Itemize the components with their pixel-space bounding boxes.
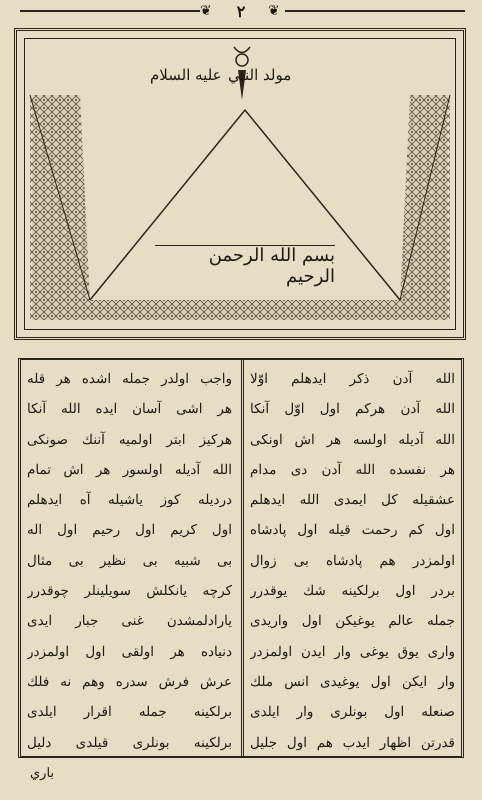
- left-column: [27, 364, 232, 758]
- verse-line: واری یوق یوغی وار ایدن اولمزدر: [250, 643, 455, 660]
- header-blessing: عليه السلام: [150, 66, 222, 84]
- verse-line: عرش فرش سدره وهم نه فلك: [27, 673, 232, 690]
- verse-line: الله آدن ذکر ایدهلم اوّلا: [250, 371, 455, 387]
- verse-line: دنیاده هر اولقی اول اولمزدر: [27, 643, 232, 660]
- verse-line: هر اشی آسان ایده الله آنکا: [27, 401, 232, 418]
- flourish-ornament-right: ❦: [268, 3, 280, 19]
- verse-line: قدرتن اظهار ایدب هم اول جلیل: [250, 734, 455, 751]
- verse-line: الله آدن هرکم اول اوّل آنکا: [250, 401, 455, 418]
- verse-line: هرکیز ابتر اولمیه آننك صونکی: [27, 431, 232, 448]
- verse-line: صنعله اول بونلری وار ایلدی: [250, 704, 455, 721]
- flourish-ornament-left: ❦: [200, 3, 212, 19]
- verse-line: واجب اولدر جمله اشده هر قله: [27, 371, 232, 387]
- header-title: مولد النبي: [228, 66, 292, 84]
- column-divider: [241, 358, 244, 758]
- verse-line: یارادلمشدن غنی جبار ایدی: [27, 613, 232, 630]
- verse-line: الله آدیله اولسور هر اش تمام: [27, 461, 232, 478]
- verse-line: برلکینه بونلری قیلدی دلیل: [27, 734, 232, 751]
- verse-line: هر نفسده الله آدن دی مدام: [250, 461, 455, 478]
- verse-line: عشقیله کل ایمدی الله ایدهلم: [250, 492, 455, 509]
- verse-line: وار ایکن اول یوغیدی انس ملك: [250, 673, 455, 690]
- catchword: باري: [30, 766, 55, 781]
- verse-line: جمله عالم یوغیکن اول واریدی: [250, 613, 455, 630]
- verse-line: الله آدیله اولسه هر اش اونکی: [250, 431, 455, 448]
- page-number: ٢: [236, 2, 246, 21]
- verse-line: اول کریم اول رحیم اول اله: [27, 522, 232, 539]
- verse-line: اول کم رحمت قیله اول پادشاه: [250, 522, 455, 539]
- verse-line: بردر اول برلکینه شك یوقدرر: [250, 583, 455, 600]
- crescent-ornament: [236, 54, 248, 66]
- verse-line: بی شبیه بی نظیر بی مثال: [27, 552, 232, 569]
- bismillah: بسم الله الرحمن الرحيم: [155, 245, 335, 286]
- verse-line: برلکینه جمله اقرار ایلدی: [27, 704, 232, 721]
- verse-line: دردیله کوز یاشیله آه ایدهلم: [27, 492, 232, 509]
- verse-line: کرچه یانکلش سویلینلر چوقدرر: [27, 583, 232, 600]
- verse-line: اولمزدر هم پادشاه بی زوال: [250, 552, 455, 569]
- right-column: [250, 364, 455, 758]
